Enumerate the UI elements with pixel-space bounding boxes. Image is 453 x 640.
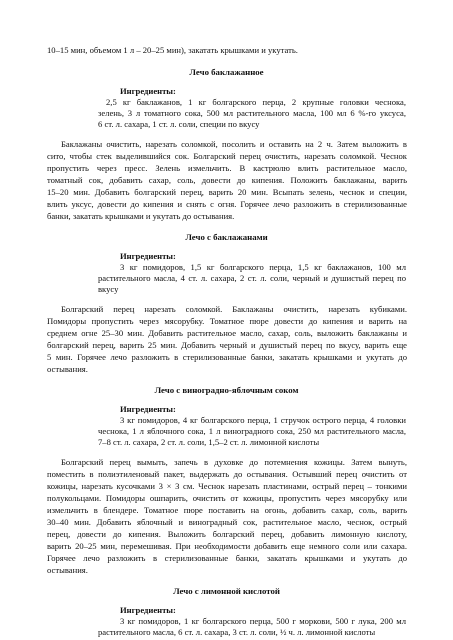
method-line: остывания. (47, 364, 88, 374)
ingredients-line: растительного масла, 6 ст. л. сахара, 3 ст. л. соли, ½ ч. л. лимонной кислоты (98, 627, 376, 637)
ingredients-line: вкусу (98, 284, 119, 294)
ingredients-line: 3 кг помидоров, 1,5 кг болгарского перца, 1,5 кг баклажанов, 100 мл (120, 262, 406, 272)
ingredients-line: чеснока, 1 л яблочного сока, 1 л виноградного сока, 250 мл растительного масла, (98, 426, 406, 436)
ingredients-heading: Ингредиенты: (120, 404, 176, 414)
ingredients-line: 7–8 ст. л. сахара, 2 ст. л. соли, 1,5–2 ст. л. лимонной кислоты (98, 437, 320, 447)
method-line: Болгарский перец вымыть, запечь в духовке до потемнения кожицы. Затем вынуть, (61, 457, 407, 467)
ingredients-line: зелень, 3 л томатного сока, 500 мл растительного масла, 100 мл 6 %-го уксуса, (98, 108, 406, 118)
recipe-title: Лечо с виноградно-яблочным соком (154, 385, 299, 395)
method-line: кожицы, нарезать кусочками 3 × 3 см. Чеснок нарезать пластинами, острый перец – тонкими (47, 481, 407, 491)
ingredients-line: 2,5 кг баклажанов, 1 кг болгарского перца, 2 крупные головки чеснока, (106, 97, 406, 107)
ingredients-line: 3 кг помидоров, 1 кг болгарского перца, 500 г моркови, 500 г лука, 200 мл (120, 616, 406, 626)
method-line: сито, чтобы стек выделившийся сок. Болгарский перец очистить, нарезать соломкой. Чеснок (47, 151, 407, 161)
method-line: пропустить через пресс. Зелень измельчить. В кастрюлю влить растительное масло, (47, 163, 407, 173)
recipe-title: Лечо с лимонной кислотой (173, 586, 280, 596)
method-line: среднем огне 25–30 мин. Добавить растительное масло, сахар, соль, выложить баклажаны и (47, 328, 407, 338)
method-line: банки, закатать крышками и укутать до остывания. (47, 211, 235, 221)
method-line: болгарский перец, варить 25 мин. Добавить черный и душистый перец по вкусу, варить еще (47, 340, 407, 350)
ingredients-line: растительного масла, 4 ст. л. сахара, 2 ст. л. соли, черный и душистый перец по (98, 273, 406, 283)
method-line: Болгарский перец нарезать соломкой. Баклажаны очистить, нарезать кубиками. (61, 304, 407, 314)
method-line: 5 мин. Горячее лечо разложить в стерилизованные банки, закатать крышками и укутать до (47, 352, 407, 362)
method-line: Баклажаны очистить, нарезать соломкой, посолить и оставить на 2 ч. Затем выложить в (61, 139, 407, 149)
method-line: 30–40 мин. Добавить яблочный и виноградный сок, растительное масло, чеснок, острый (47, 517, 407, 527)
ingredients-heading: Ингредиенты: (120, 605, 176, 615)
method-line: поместить в полиэтиленовый пакет, выдержать до остывания. Остывший перец очистить от (47, 469, 407, 479)
method-line: полукольцами. Помидоры ошпарить, очистить от кожицы, пропустить через мясорубку или (47, 493, 407, 503)
recipe-title: Лечо с баклажанами (185, 232, 268, 242)
method-line: остывания. (47, 565, 88, 575)
ingredients-heading: Ингредиенты: (120, 251, 176, 261)
intro-line: 10–15 мин, объемом 1 л – 20–25 мин), закатать крышками и укутать. (47, 45, 298, 55)
method-line: томатный сок, добавить сахар, соль, довести до кипения. Положить баклажаны, варить (47, 175, 407, 185)
ingredients-line: 6 ст. л. сахара, 1 ст. л. соли, специи по вкусу (98, 119, 260, 129)
method-line: измельчить в блендере. Томатное пюре поставить на огонь, добавить сахар, соль, варить (47, 505, 407, 515)
method-line: Помидоры пропустить через мясорубку. Томатное пюре довести до кипения и варить на (47, 316, 407, 326)
ingredients-heading: Ингредиенты: (120, 86, 176, 96)
ingredients-line: 3 кг помидоров, 4 кг болгарского перца, 1 стручок острого перца, 4 головки (120, 415, 406, 425)
method-line: перец, довести до кипения. Выложить болгарский перец, добавить лимонную кислоту, (47, 529, 407, 539)
method-line: 15–20 мин. Добавить болгарский перец, варить 20 мин. Всыпать зелень, чеснок и специи, (47, 187, 407, 197)
method-line: влить уксус, довести до кипения и снять с огня. Горячее лечо разложить в стерилизованные (47, 199, 407, 209)
recipe-title: Лечо баклажанное (189, 67, 264, 77)
method-line: варить 20–25 мин, перемешивая. При необходимости добавить еще немного соли или сахара. (47, 541, 407, 551)
method-line: Горячее лечо разложить в стерилизованные банки, закатать крышками и укутать до (47, 553, 407, 563)
